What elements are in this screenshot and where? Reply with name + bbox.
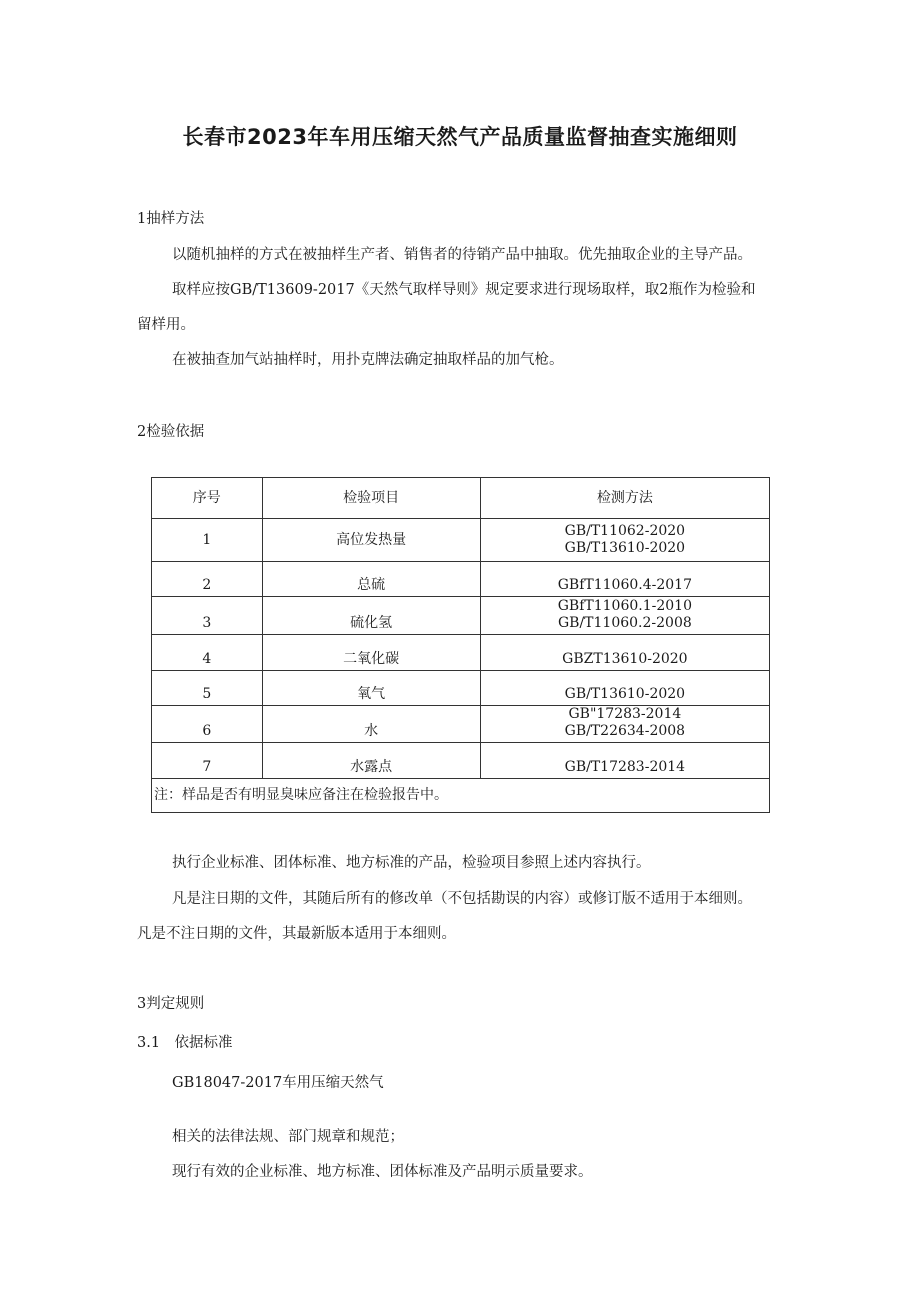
table-row <box>152 706 770 743</box>
table-row <box>152 519 770 562</box>
section-3-1-heading: 3.1 依据标准 <box>137 1035 233 1051</box>
section-3-paragraph-3: 现行有效的企业标准、地方标准、团体标准及产品明示质量要求。 <box>172 1164 593 1180</box>
section-2-paragraph-2-cont: 凡是不注日期的文件，其最新版本适用于本细则。 <box>137 926 456 942</box>
table-header-row <box>152 478 770 519</box>
row-no: 1 <box>152 519 263 562</box>
section-1-paragraph-1: 以随机抽样的方式在被抽样生产者、销售者的待销产品中抽取。优先抽取企业的主导产品。 <box>172 247 752 263</box>
table-row <box>152 743 770 779</box>
row-item: 水 <box>262 706 480 743</box>
section-1-paragraph-2-cont: 留样用。 <box>137 317 195 333</box>
row-method: GB"17283-2014 <box>568 706 682 722</box>
section-2-paragraph-2: 凡是注日期的文件，其随后所有的修改单（不包括勘误的内容）或修订版不适用于本细则。 <box>172 891 752 907</box>
row-item: 高位发热量 <box>262 519 480 562</box>
table-row <box>152 562 770 597</box>
table-row <box>152 635 770 671</box>
header-method: 检测方法 <box>480 478 769 519</box>
header-item: 检验项目 <box>262 478 480 519</box>
page-title: 长春市2023年车用压缩天然气产品质量监督抽查实施细则 <box>182 125 738 149</box>
row-methods <box>480 519 769 562</box>
table-note-row <box>152 779 770 813</box>
row-no: 2 <box>152 562 263 597</box>
row-no: 7 <box>152 743 263 779</box>
section-1-heading: 1抽样方法 <box>137 211 205 227</box>
section-3-paragraph-1: GB18047-2017车用压缩天然气 <box>172 1075 384 1091</box>
row-no: 4 <box>152 635 263 671</box>
row-item: 水露点 <box>262 743 480 779</box>
row-method: GB/T17283-2014 <box>480 743 769 779</box>
inspection-table <box>151 477 770 813</box>
row-methods <box>480 597 769 635</box>
row-no: 3 <box>152 597 263 635</box>
row-method: GB/T11062-2020 <box>564 523 686 539</box>
row-no: 5 <box>152 671 263 706</box>
row-methods <box>480 706 769 743</box>
row-method: GB/T11060.2-2008 <box>557 615 692 631</box>
section-1-paragraph-3: 在被抽查加气站抽样时，用扑克牌法确定抽取样品的加气枪。 <box>172 352 564 368</box>
table-note: 注：样品是否有明显臭味应备注在检验报告中。 <box>152 779 770 813</box>
row-item: 氧气 <box>262 671 480 706</box>
section-1-paragraph-2: 取样应按GB/T13609-2017《天然气取样导则》规定要求进行现场取样，取2瓶作为检验和 <box>172 282 756 298</box>
header-no: 序号 <box>152 478 263 519</box>
row-method: GB/T22634-2008 <box>564 723 686 739</box>
row-no: 6 <box>152 706 263 743</box>
row-item: 二氧化碳 <box>262 635 480 671</box>
row-method: GBfT11060.4-2017 <box>480 562 769 597</box>
row-method: GB/T13610-2020 <box>480 671 769 706</box>
row-item: 总硫 <box>262 562 480 597</box>
row-method: GB/T13610-2020 <box>564 540 686 556</box>
section-3-heading: 3判定规则 <box>137 996 205 1012</box>
row-item: 硫化氢 <box>262 597 480 635</box>
section-2-heading: 2检验依据 <box>137 424 205 440</box>
row-method: GBZT13610-2020 <box>480 635 769 671</box>
row-method: GBfT11060.1-2010 <box>557 598 692 614</box>
section-2-paragraph-1: 执行企业标准、团体标准、地方标准的产品，检验项目参照上述内容执行。 <box>172 855 651 871</box>
table-row <box>152 597 770 635</box>
section-3-paragraph-2: 相关的法律法规、部门规章和规范； <box>172 1129 404 1145</box>
table-row <box>152 671 770 706</box>
